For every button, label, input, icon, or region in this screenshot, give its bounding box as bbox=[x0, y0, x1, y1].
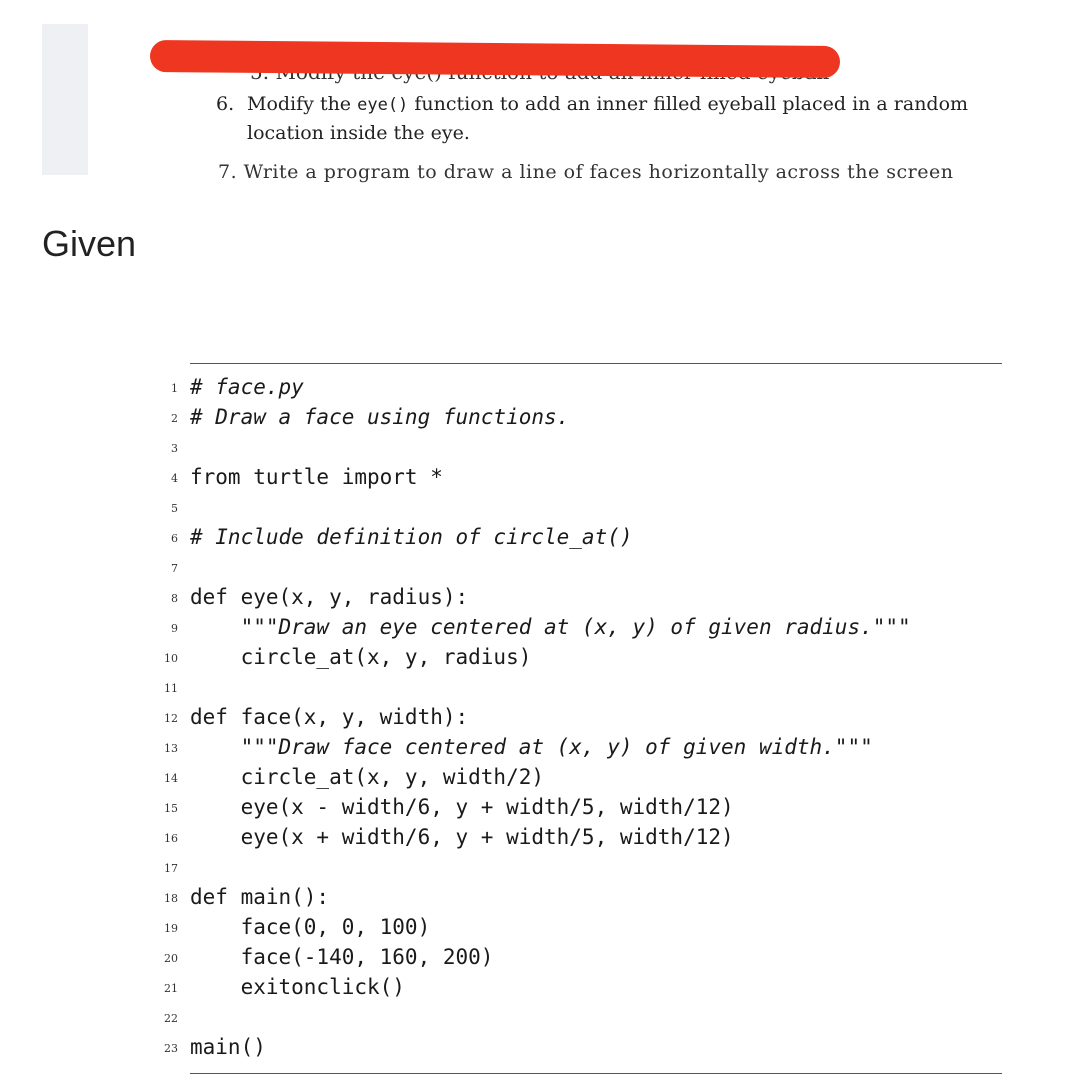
code-line bbox=[0, 882, 1080, 912]
line-number: 3 bbox=[171, 442, 178, 455]
line-number: 12 bbox=[164, 712, 178, 725]
code-text: # Include definition of circle_at() bbox=[190, 525, 633, 549]
code-line bbox=[0, 432, 1080, 462]
line-number: 6 bbox=[171, 532, 178, 545]
line-number: 2 bbox=[171, 412, 178, 425]
line-number: 16 bbox=[164, 832, 178, 845]
line-number: 4 bbox=[171, 472, 178, 485]
line-number: 22 bbox=[164, 1012, 178, 1025]
code-line bbox=[0, 1032, 1080, 1062]
line-number: 21 bbox=[164, 982, 178, 995]
code-text: eye(x - width/6, y + width/5, width/12) bbox=[190, 795, 734, 819]
code-line bbox=[0, 1002, 1080, 1032]
code-line bbox=[0, 672, 1080, 702]
line-number: 17 bbox=[164, 862, 178, 875]
code-line bbox=[0, 822, 1080, 852]
code-line bbox=[0, 492, 1080, 522]
code-line bbox=[0, 912, 1080, 942]
question-number: 6. bbox=[216, 93, 235, 115]
code-line bbox=[0, 792, 1080, 822]
code-text: exitonclick() bbox=[190, 975, 405, 999]
line-number: 7 bbox=[171, 562, 178, 575]
code-text: main() bbox=[190, 1035, 266, 1059]
code-text: def eye(x, y, radius): bbox=[190, 585, 469, 609]
code-text: eye(x + width/6, y + width/5, width/12) bbox=[190, 825, 734, 849]
code-text: # Draw a face using functions. bbox=[190, 405, 570, 429]
code-line bbox=[0, 852, 1080, 882]
code-line bbox=[0, 942, 1080, 972]
code-line bbox=[0, 762, 1080, 792]
code-line bbox=[0, 372, 1080, 402]
line-number: 20 bbox=[164, 952, 178, 965]
line-number: 13 bbox=[164, 742, 178, 755]
line-number: 14 bbox=[164, 772, 178, 785]
line-number: 19 bbox=[164, 922, 178, 935]
code-text: circle_at(x, y, width/2) bbox=[190, 765, 545, 789]
code-text: """Draw face centered at (x, y) of given width.""" bbox=[190, 735, 873, 759]
code-text: face(0, 0, 100) bbox=[190, 915, 431, 939]
question-text: Modify the eye() function to add an inner filled eyeball placed in a random location inside the eye. bbox=[247, 93, 969, 144]
code-text: # face.py bbox=[190, 375, 304, 399]
code-line bbox=[0, 702, 1080, 732]
line-number: 8 bbox=[171, 592, 178, 605]
code-line bbox=[0, 522, 1080, 552]
line-number: 1 bbox=[171, 382, 178, 395]
code-line bbox=[0, 642, 1080, 672]
code-line bbox=[0, 552, 1080, 582]
code-text: from turtle import * bbox=[190, 465, 443, 489]
code-line bbox=[0, 612, 1080, 642]
line-number: 9 bbox=[171, 622, 178, 635]
inline-code: eye() bbox=[357, 95, 409, 115]
code-text: """Draw an eye centered at (x, y) of given radius.""" bbox=[190, 615, 911, 639]
line-number: 23 bbox=[164, 1042, 178, 1055]
line-number: 10 bbox=[164, 652, 178, 665]
code-text: def main(): bbox=[190, 885, 330, 909]
code-line bbox=[0, 402, 1080, 432]
line-number: 18 bbox=[164, 892, 178, 905]
code-line bbox=[0, 462, 1080, 492]
code-line bbox=[0, 582, 1080, 612]
given-heading: Given bbox=[42, 223, 137, 264]
code-text: circle_at(x, y, radius) bbox=[190, 645, 532, 669]
line-number: 15 bbox=[164, 802, 178, 815]
code-text: def face(x, y, width): bbox=[190, 705, 469, 729]
line-number: 11 bbox=[164, 682, 178, 695]
cut-off-question-7: 7. Write a program to draw a line of faces horizontally across the screen bbox=[218, 161, 954, 183]
code-line bbox=[0, 732, 1080, 762]
code-line bbox=[0, 972, 1080, 1002]
code-text: face(-140, 160, 200) bbox=[190, 945, 494, 969]
line-number: 5 bbox=[171, 502, 178, 515]
